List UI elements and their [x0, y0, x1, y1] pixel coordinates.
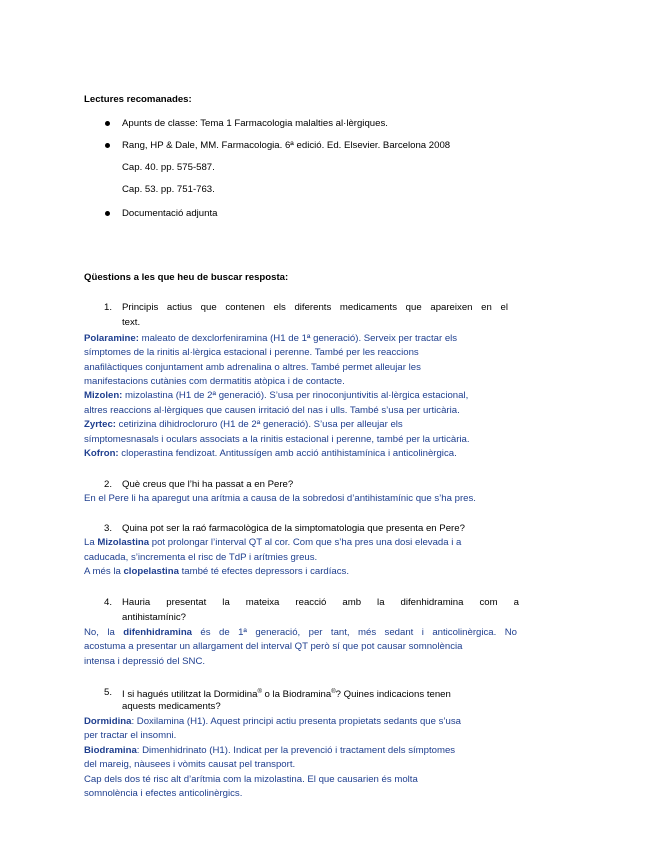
question-text: ? Quines indicacions tenen: [335, 689, 451, 701]
answer-5-line-1: [84, 715, 461, 728]
answer-text: : Dimenhidrinato (H1). Indicat per la prevenció i tractament dels símptomes: [136, 745, 456, 756]
drug-term: difenhidramina: [123, 627, 193, 638]
answer-1-line-6: altres reaccions al·lèrgiques que causen irritació del nas i ulls. També s’usa per urticària.: [84, 405, 460, 416]
answer-text: cetirizina dihidrocloruro (H1 de 2ª generació). S’usa per alleujar els: [116, 419, 403, 430]
answer-text: és de 1ª generació, per tant, més sedant i anticolinèrgica. No: [192, 627, 517, 638]
question-text: o la Biodramina: [261, 689, 332, 701]
answer-text: La: [84, 537, 98, 548]
answer-text: mizolastina (H1 de 2ª generació). S’usa per rinoconjuntivitis al·lèrgica estacional,: [122, 390, 469, 401]
answer-text: No, la: [84, 627, 124, 638]
answer-1-line-8: símptomesnasals i oculars associats a la rinitis estacional i perenne, també per la urticària.: [84, 434, 470, 445]
answer-1-line-2: símptomes de la rinitis al·lèrgica estacional i perenne. També per les reaccions: [84, 347, 419, 358]
questions-heading: Qüestions a les que heu de buscar resposta:: [84, 272, 289, 283]
question-4-line-2: antihistamínic?: [122, 612, 186, 623]
question-number: 1.: [104, 302, 113, 313]
drug-term: Mizolastina: [97, 537, 150, 548]
question-number: 5.: [104, 687, 113, 698]
answer-text: maleato de dexclorfeniramina (H1 de 1ª generació). Serveix per tractar els: [138, 333, 458, 344]
answer-text: també té efectes depressors i cardíacs.: [178, 566, 350, 577]
answer-text: cloperastina fendizoat. Antitussígen amb acció antihistamínica i anticolinèrgica.: [118, 448, 457, 459]
reading-item-2: Rang, HP & Dale, MM. Farmacologia. 6ª edició. Ed. Elsevier. Barcelona 2008: [122, 140, 451, 151]
answer-1-line-9: [84, 447, 457, 460]
answer-5-line-4: del mareig, nàusees i vòmits causat pel transport.: [84, 759, 296, 770]
question-1-line-1: Principis actius que contenen els diferents medicaments que apareixen en el: [122, 302, 508, 313]
answer-5-line-3: [84, 744, 455, 757]
answer-1-line-5: [84, 389, 468, 402]
reading-item-3: Documentació adjunta: [122, 208, 218, 219]
drug-term: Mizolen:: [84, 390, 123, 401]
answer-4-line-3: intensa i depressió del SNC.: [84, 656, 206, 667]
answer-1-line-1: [84, 332, 457, 345]
answer-text: pot prolongar l’interval QT al cor. Com que s’ha pres una dosi elevada i a: [149, 537, 462, 548]
answer-4-line-2: acostuma a presentar un allargament del interval QT però sí que pot causar somnolència: [84, 641, 463, 652]
bullet-icon: [105, 143, 110, 148]
answer-3-line-2: caducada, s’incrementa el risc de TdP i arítmies greus.: [84, 552, 318, 563]
answer-3-line-3: [84, 565, 349, 578]
question-number: 2.: [104, 479, 113, 490]
answer-3-line-1: [84, 536, 461, 549]
drug-term: Dormidina: [84, 716, 132, 727]
question-text: I si hagués utilitzat la Dormidina: [122, 689, 258, 701]
question-1-line-2: text.: [122, 317, 141, 328]
readings-heading: Lectures recomanades:: [84, 94, 192, 105]
reading-item-1: Apunts de classe: Tema 1 Farmacologia malalties al·lèrgiques.: [122, 118, 388, 129]
drug-term: Zyrtec:: [84, 419, 116, 430]
answer-5-line-5: Cap dels dos té risc alt d’arítmia com la mizolastina. El que causarien és molta: [84, 774, 418, 785]
question-5-line-2: aquests medicaments?: [122, 701, 221, 712]
question-2-line: Què creus que l’hi ha passat a en Pere?: [122, 479, 294, 490]
bullet-icon: [105, 211, 110, 216]
drug-term: Polaramine:: [84, 333, 139, 344]
question-5-line-1: [122, 686, 451, 701]
answer-5-line-6: somnolència i efectes anticolinèrgics.: [84, 788, 243, 799]
registered-mark: ®: [331, 689, 336, 695]
drug-term: clopelastina: [123, 566, 179, 577]
answer-1-line-7: [84, 418, 403, 431]
answer-text: : Doxilamina (H1). Aquest principi actiu presenta propietats sedants que s’usa: [131, 716, 462, 727]
answer-1-line-3: anafilàctiques conjuntament amb adrenalina o altres. També permet alleujar les: [84, 362, 421, 373]
answer-4-line-1: [84, 626, 517, 639]
answer-text: A més la: [84, 566, 124, 577]
answer-5-line-2: per tractar el insomni.: [84, 730, 177, 741]
drug-term: Kofron:: [84, 448, 119, 459]
registered-mark: ®: [257, 689, 262, 695]
answer-1-line-4: manifestacions cutànies com dermatitis atòpica i de contacte.: [84, 376, 345, 387]
question-4-line-1: Hauria presentat la mateixa reacció amb la difenhidramina com a: [122, 597, 519, 608]
bullet-icon: [105, 121, 110, 126]
answer-2-line: En el Pere li ha aparegut una arítmia a causa de la sobredosi d’antihistamínic que s’ha pres.: [84, 493, 476, 504]
question-3-line: Quina pot ser la raó farmacològica de la simptomatologia que presenta en Pere?: [122, 523, 465, 534]
drug-term: Biodramina: [84, 745, 137, 756]
question-number: 3.: [104, 523, 113, 534]
reading-subline-1: Cap. 40. pp. 575-587.: [122, 162, 215, 173]
reading-subline-2: Cap. 53. pp. 751-763.: [122, 184, 215, 195]
question-number: 4.: [104, 597, 113, 608]
